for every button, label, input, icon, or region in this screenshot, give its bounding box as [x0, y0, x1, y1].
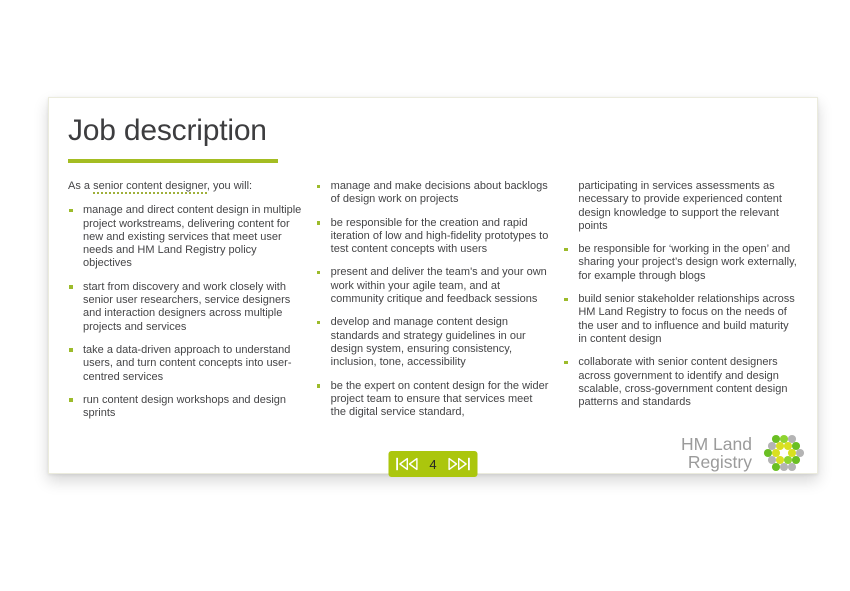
bullet-text: manage and make decisions about backlogs of design work on projects	[330, 180, 548, 206]
bullet-item	[316, 180, 551, 207]
bullet-square-icon	[69, 285, 73, 289]
bullet-item	[316, 316, 551, 369]
bullet-item	[68, 344, 303, 384]
bullet-text: present and deliver the team's and your own work within your agile team, and at community critique and feedback sessions	[330, 266, 547, 306]
intro-highlight-term: senior content designer	[93, 180, 207, 192]
logo-text-line2: Registry	[687, 452, 752, 472]
bullet-text: build senior stakeholder relationships across HM Land Registry to focus on the needs of the user and to influence and build maturity in content design	[578, 293, 795, 345]
slide-pager	[389, 451, 478, 477]
bullet-text: develop and manage content design standards and strategy guidelines in our design system, ensuring consistency, inclusion, tone, accessibility	[330, 316, 526, 369]
title-underline-rule	[68, 159, 278, 163]
bullet-text: run content design workshops and design sprints	[83, 393, 287, 420]
logo-rosette-icon	[761, 430, 807, 476]
bullet-item	[563, 243, 798, 283]
intro-prefix: As a	[68, 180, 94, 192]
bullet-text: be responsible for the creation and rapid iteration of low and high-fidelity prototypes to test content concepts with users	[330, 216, 549, 256]
logo-text-line1: HM Land	[680, 433, 752, 454]
logo-text	[681, 435, 752, 472]
bullet-text: be the expert on content design for the wider project team to ensure that services meet the digital service standard,	[330, 379, 549, 419]
bullet-text: collaborate with senior content designers across government to identify and design scalable, cross-government content design patterns and standards	[578, 356, 788, 409]
bullet-item	[68, 204, 303, 270]
bullet-item	[316, 266, 551, 306]
bullet-item	[563, 356, 798, 409]
skip-back-icon	[396, 457, 420, 471]
intro-suffix: , you will:	[206, 180, 253, 192]
job-description-slide	[48, 97, 818, 474]
bullet-item	[563, 293, 798, 346]
column-2	[316, 180, 551, 430]
bullet-item	[316, 380, 551, 420]
bullet-square-icon	[317, 221, 321, 225]
bullet-square-icon	[69, 209, 73, 213]
bullet-square-icon	[564, 248, 568, 252]
bullet-text: manage and direct content design in multiple project workstreams, delivering content for new and existing services that meet user needs and HM Land Registry policy objectives	[83, 204, 302, 270]
bullet-item	[316, 217, 551, 257]
first-page-button[interactable]	[396, 457, 420, 471]
bullet-square-icon	[564, 298, 568, 302]
slide-title: Job description	[68, 114, 267, 147]
bullet-item	[68, 281, 303, 334]
column-1	[68, 180, 303, 430]
bullet-square-icon	[69, 348, 73, 352]
bullet-square-icon	[317, 271, 321, 275]
bullet-square-icon	[317, 321, 321, 325]
continuation-text: participating in services assessments as necessary to provide experienced content design knowledge to support the relevant points	[578, 180, 782, 232]
bullet-square-icon	[69, 398, 73, 402]
intro-line	[68, 180, 303, 193]
last-page-button[interactable]	[446, 457, 470, 471]
column-3	[563, 180, 798, 430]
bullet-text: start from discovery and work closely with senior user researchers, service designers and interaction designers across multiple projects and services	[83, 280, 291, 333]
bullet-square-icon	[317, 384, 321, 388]
page-number: 4	[429, 456, 437, 472]
bullet-square-icon	[564, 361, 568, 365]
hm-land-registry-logo	[681, 430, 807, 476]
bullet-text: take a data-driven approach to understand users, and turn content concepts into user-centred services	[83, 343, 292, 383]
bullet-columns	[68, 180, 798, 430]
bullet-square-icon	[317, 185, 321, 189]
skip-forward-icon	[446, 457, 470, 471]
bullet-text: be responsible for ‘working in the open’ and sharing your project’s design work externally, for example through blogs	[578, 243, 797, 282]
bullet-item	[68, 394, 303, 421]
